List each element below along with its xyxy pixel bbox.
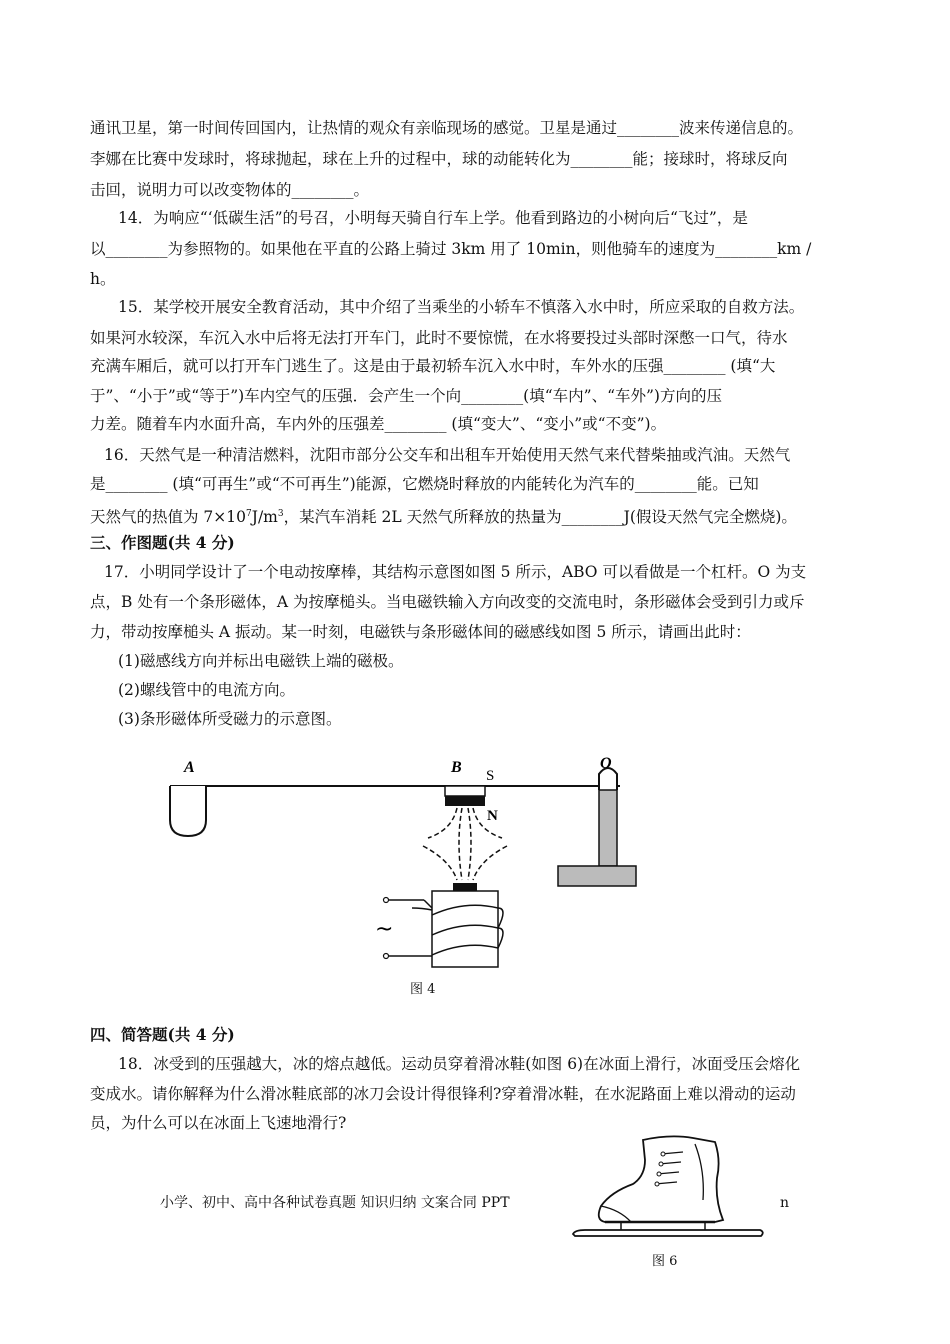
q18-line-1: 18．冰受到的压强越大，冰的熔点越低。运动员穿着滑冰鞋(如图 6)在冰面上滑行，冰面受压会熔化 (118, 1055, 801, 1073)
bar-magnet-s (445, 786, 485, 796)
q18-line-2: 变成水。请你解释为什么滑冰鞋底部的冰刀会设计得很锋利?穿着滑冰鞋，在水泥路面上难以滑动的运动 (90, 1085, 796, 1103)
q14-line-3: h。 (90, 270, 116, 288)
q17-line-1: 17．小明同学设计了一个电动按摩棒，其结构示意图如图 5 所示，ABO 可以看做是一个杠杆。O 为支 (104, 563, 807, 581)
figure-6-caption: 图 6 (652, 1254, 678, 1269)
massage-head (170, 786, 206, 836)
skate-boot (599, 1136, 723, 1222)
bar-magnet-n (445, 796, 485, 806)
q17-line-2: 点，B 处有一个条形磁体，A 为按摩槌头。当电磁铁输入方向改变的交流电时，条形磁体会受到引力或斥 (90, 593, 805, 611)
field-line (468, 808, 471, 880)
field-line (423, 808, 457, 880)
q13-line-1: 通讯卫星，第一时间传回国内，让热情的观众有亲临现场的感觉。卫星是通过________波来传递信息的。 (90, 119, 804, 137)
label-b: B (451, 759, 462, 776)
terminal (384, 898, 389, 903)
label-n: N (487, 808, 498, 824)
q18-line-3: 员，为什么可以在冰面上飞速地滑行? (90, 1114, 347, 1132)
q15-line-1: 15．某学校开展安全教育活动，其中介绍了当乘坐的小轿车不慎落入水中时，所应采取的自救方法。 (118, 298, 805, 316)
q15-line-4: 于”、“小于”或“等于”)车内空气的压强．会产生一个向________(填“车内”、“车外”)方向的压 (90, 387, 722, 405)
section-3-heading: 三、作图题(共 4 分) (90, 533, 235, 552)
q16-line-2: 是________ (填“可再生”或“不可再生”)能源，它燃烧时释放的内能转化为汽车的________能。已知 (90, 475, 759, 493)
q17-item-2: (2)螺线管中的电流方向。 (118, 681, 295, 699)
q17-item-1: (1)磁感线方向并标出电磁铁上端的磁极。 (118, 652, 404, 670)
figure-6-skate (565, 1130, 795, 1250)
footer-n: n (780, 1195, 790, 1211)
q17-line-3: 力，带动按摩槌头 A 振动。某一时刻，电磁铁与条形磁体间的磁感线如图 5 所示，请画出此时： (90, 623, 751, 641)
figure-4-diagram (160, 750, 640, 990)
terminal (384, 954, 389, 959)
q15-line-3: 充满车厢后，就可以打开车门逃生了。这是由于最初轿车沉入水中时，车外水的压强________ (填“大 (90, 357, 776, 375)
q13-line-2: 李娜在比赛中发球时，将球抛起，球在上升的过程中，球的动能转化为________能；接球时，将球反向 (90, 150, 788, 168)
label-a: A (184, 759, 195, 776)
label-s: S (486, 768, 495, 784)
footer-text: 小学、初中、高中各种试卷真题 知识归纳 文案合同 PPT (160, 1195, 510, 1211)
q17-item-3: (3)条形磁体所受磁力的示意图。 (118, 710, 342, 728)
figure-4-caption: 图 4 (410, 982, 436, 997)
support-post (599, 790, 617, 866)
q14-line-1: 14．为响应“‘低碳生活”的号召，小明每天骑自行车上学。他看到路边的小树向后“飞过”，是 (118, 209, 748, 227)
q15-line-5: 力差。随着车内水面升高，车内外的压强差________ (填“变大”、“变小”或“不变”)。 (90, 415, 667, 433)
field-line (459, 808, 462, 880)
q13-line-3: 击回，说明力可以改变物体的________。 (90, 181, 370, 199)
skate-blade (573, 1230, 763, 1236)
support-base (558, 866, 636, 886)
q15-line-2: 如果河水较深，车沉入水中后将无法打开车门，此时不要惊慌，在水将要投过头部时深憋一口气，待水 (90, 329, 788, 347)
q16-line-3: 天然气的热值为 $7\times 10^7J/m^3$，某汽车消耗 2L 天然气所释放的热量为________J(假设天然气完全燃烧)。 (90, 508, 797, 527)
label-o: O (600, 755, 612, 772)
q14-line-2: 以________为参照物的。如果他在平直的公路上骑过 3km 用了 10min，则他骑车的速度为________km / (90, 240, 812, 258)
ac-symbol: ~ (375, 917, 394, 942)
section-4-heading: 四、简答题(共 4 分) (90, 1025, 235, 1044)
q16-line-1: 16．天然气是一种清洁燃料，沈阳市部分公交车和出租车开始使用天然气来代替柴抽或汽油。天然气 (104, 446, 791, 464)
electromagnet-core (432, 891, 498, 967)
electromagnet-core-top (453, 883, 477, 891)
